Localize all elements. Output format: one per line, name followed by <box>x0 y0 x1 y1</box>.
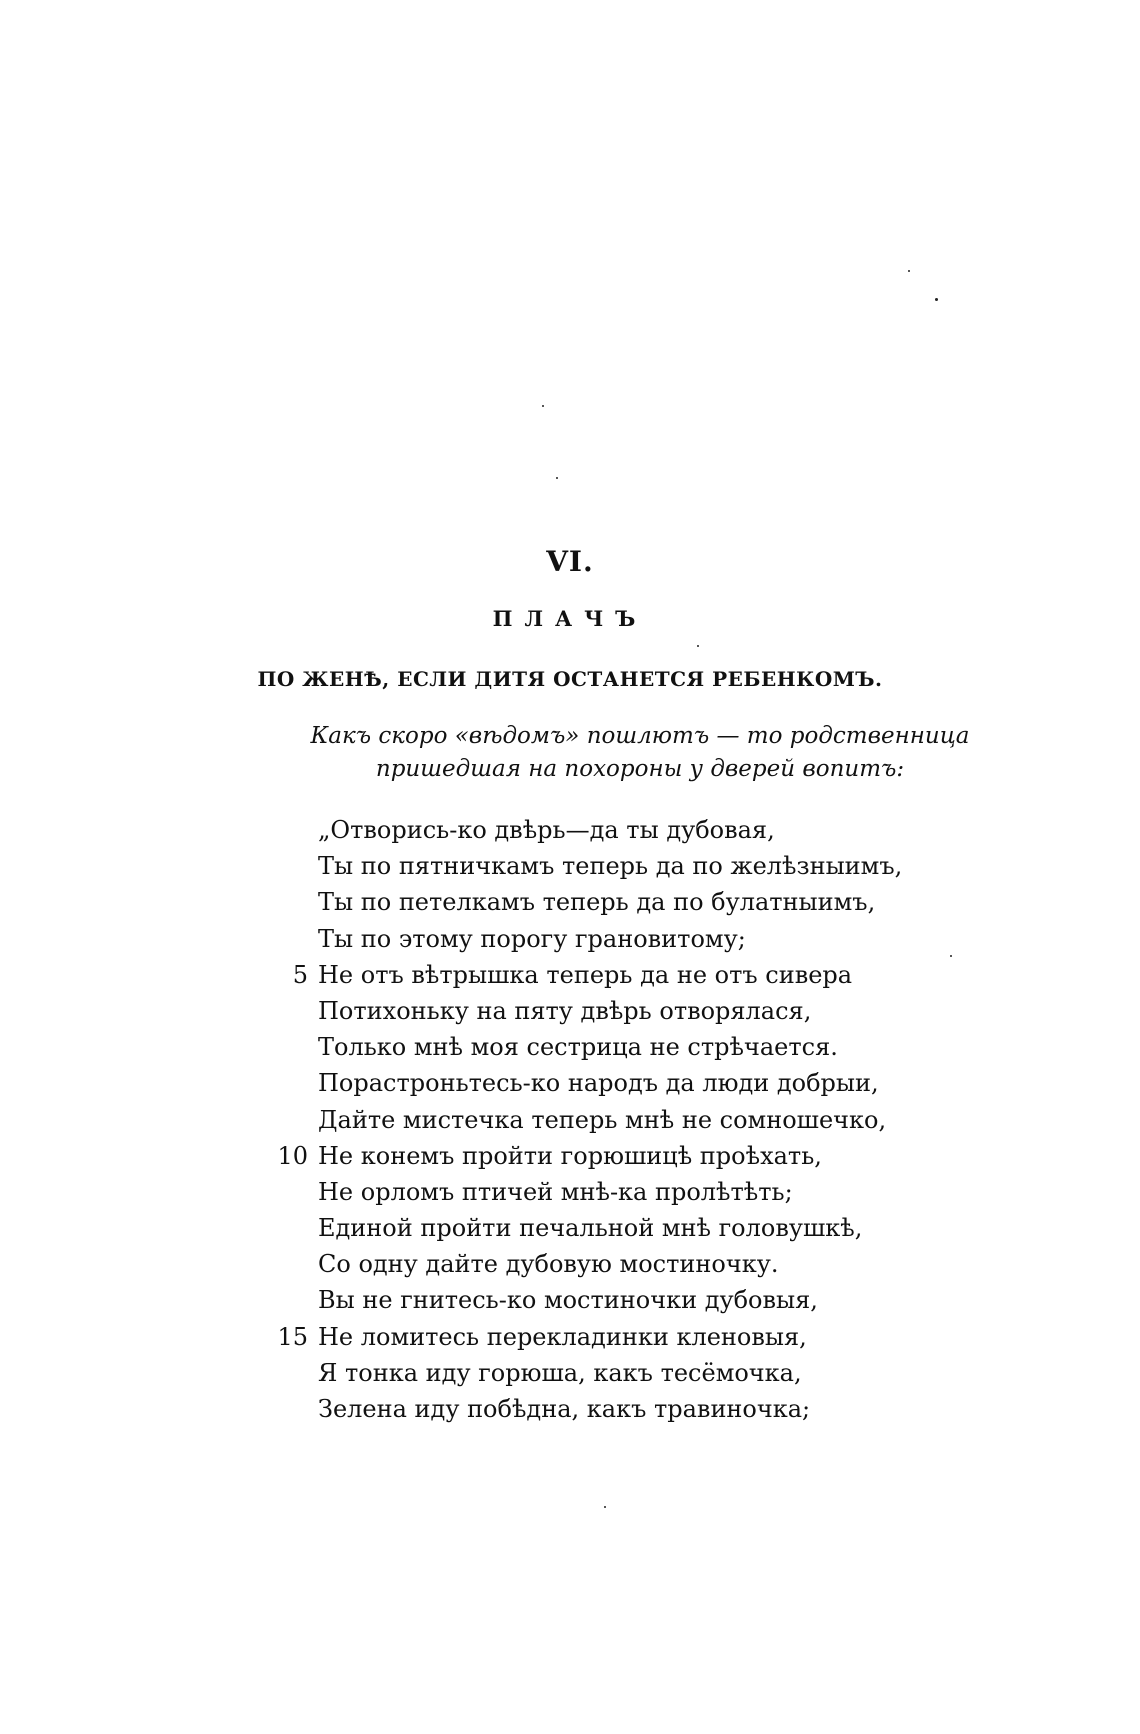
verse-line <box>270 1210 902 1246</box>
section-heading: ПЛАЧЪ <box>492 606 648 631</box>
line-text: „Отворись-ко двѣрь—да ты дубовая, <box>318 816 775 844</box>
verse-line <box>270 1174 902 1210</box>
verse-lines <box>270 812 902 1427</box>
verse-line <box>270 1355 902 1391</box>
intro-note: Какъ скоро «вѣдомъ» пошлютъ — то родственница пришедшая на похороны у дверей вопитъ: <box>310 723 970 782</box>
scan-speck <box>697 645 699 647</box>
line-text: Потихоньку на пяту двѣрь отворялася, <box>318 996 812 1025</box>
line-text: Единой пройти печальной мнѣ головушкѣ, <box>318 1214 863 1243</box>
verse-line <box>270 1246 902 1282</box>
scan-speck <box>542 405 544 407</box>
scan-speck <box>908 270 910 272</box>
verse-line <box>270 993 902 1029</box>
line-text: Вы не гнитесь-ко мостиночки дубовыя, <box>318 1286 818 1315</box>
verse-line <box>270 957 902 993</box>
verse-line <box>270 812 902 848</box>
verse-line <box>270 884 902 920</box>
line-text: Ты по петелкамъ теперь да по булатныимъ, <box>318 888 876 917</box>
section-subheading: ПО ЖЕНѢ, ЕСЛИ ДИТЯ ОСТАНЕТСЯ РЕБЕНКОМЪ. <box>257 667 883 691</box>
line-text: Не орломъ птичей мнѣ-ка пролѣтѣть; <box>318 1177 793 1206</box>
verse-line <box>270 1138 902 1174</box>
verse-line <box>270 1282 902 1318</box>
line-text: Только мнѣ моя сестрица не стрѣчается. <box>318 1033 838 1062</box>
scan-speck <box>556 477 558 479</box>
verse-line <box>270 1065 902 1101</box>
verse-line <box>270 1029 902 1065</box>
line-number: 15 <box>277 1322 308 1351</box>
line-text: Ты по пятничкамъ теперь да по желѣзныимъ, <box>318 852 903 881</box>
scan-speck <box>935 298 938 301</box>
line-text: Ты по этому порогу грановитому; <box>318 924 746 953</box>
verse-line <box>270 1102 902 1138</box>
line-number: 10 <box>277 1141 308 1170</box>
verse-line <box>270 848 902 884</box>
verse-line <box>270 1391 902 1427</box>
line-text: Дайте мистечка теперь мнѣ не сомношечко, <box>318 1105 887 1134</box>
line-text: Зелена иду побѣдна, какъ травиночка; <box>318 1395 811 1423</box>
line-text: Не ломитесь перекладинки кленовыя, <box>318 1322 807 1351</box>
line-text: Со одну дайте дубовую мостиночку. <box>318 1250 779 1279</box>
verse-line <box>270 921 902 957</box>
line-text: Не конемъ пройти горюшицѣ проѣхать, <box>318 1141 822 1170</box>
line-text: Я тонка иду горюша, какъ тесёмочка, <box>318 1358 802 1387</box>
verse-line <box>270 1319 902 1355</box>
line-number: 5 <box>292 960 308 989</box>
scan-speck <box>950 955 952 957</box>
line-text: Порастроньтесь-ко народъ да люди добрыи, <box>318 1069 879 1098</box>
scan-speck <box>604 1506 606 1508</box>
line-text: Не отъ вѣтрышка теперь да не отъ сивера <box>318 960 853 989</box>
section-numeral: VI. <box>546 545 594 578</box>
